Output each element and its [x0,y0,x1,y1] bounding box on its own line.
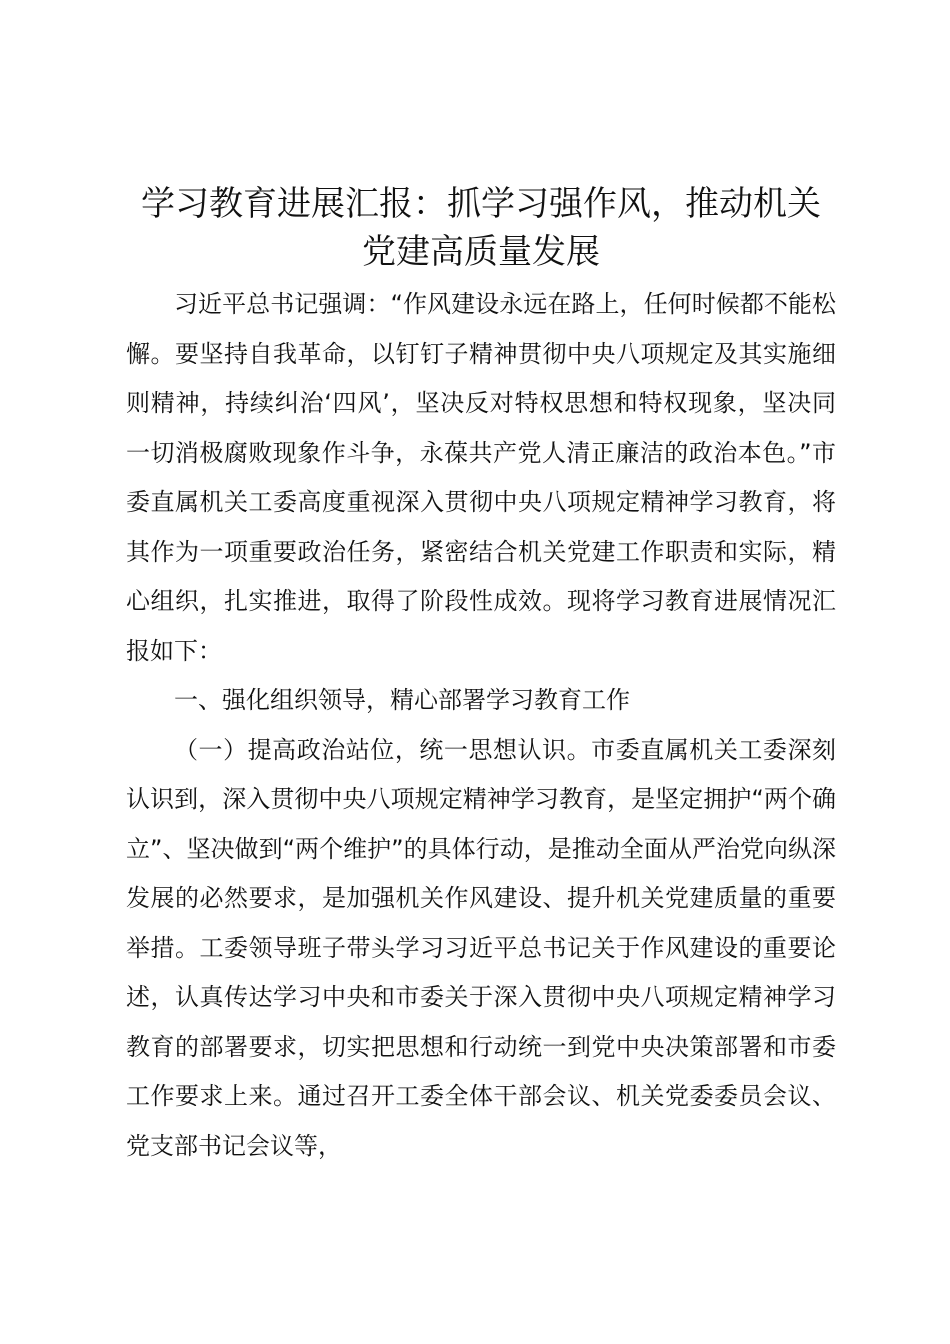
document-page [126,180,836,1171]
intro-paragraph: 习近平总书记强调：“作风建设永远在路上，任何时候都不能松懈。要坚持自我革命，以钉钉子精神贯彻中央八项规定及其实施细则精神，持续纠治‘四风’，坚决反对特权思想和特权现象，坚决同一切消极腐败现象作斗争，永葆共产党人清正廉洁的政治本色。”市委直属机关工委高度重视深入贯彻中央八项规定精神学习教育，将其作为一项重要政治任务，紧密结合机关党建工作职责和实际，精心组织，扎实推进，取得了阶段性成效。现将学习教育进展情况汇报如下： [126,290,836,665]
section-1-paragraph: （一）提高政治站位，统一思想认识。市委直属机关工委深刻认识到，深入贯彻中央八项规定精神学习教育，是坚定拥护“两个确立”、坚决做到“两个维护”的具体行动，是推动全面从严治党向纵深发展的必然要求，是加强机关作风建设、提升机关党建质量的重要举措。工委领导班子带头学习习近平总书记关于作风建设的重要论述，认真传达学习中央和市委关于深入贯彻中央八项规定精神学习教育的部署要求，切实把思想和行动统一到党中央决策部署和市委工作要求上来。通过召开工委全体干部会议、机关党委委员会议、党支部书记会议等， [126,735,836,1160]
document-title: 学习教育进展汇报：抓学习强作风，推动机关党建高质量发展 [141,184,821,272]
section-heading-1: 一、强化组织领导，精心部署学习教育工作 [174,686,630,714]
